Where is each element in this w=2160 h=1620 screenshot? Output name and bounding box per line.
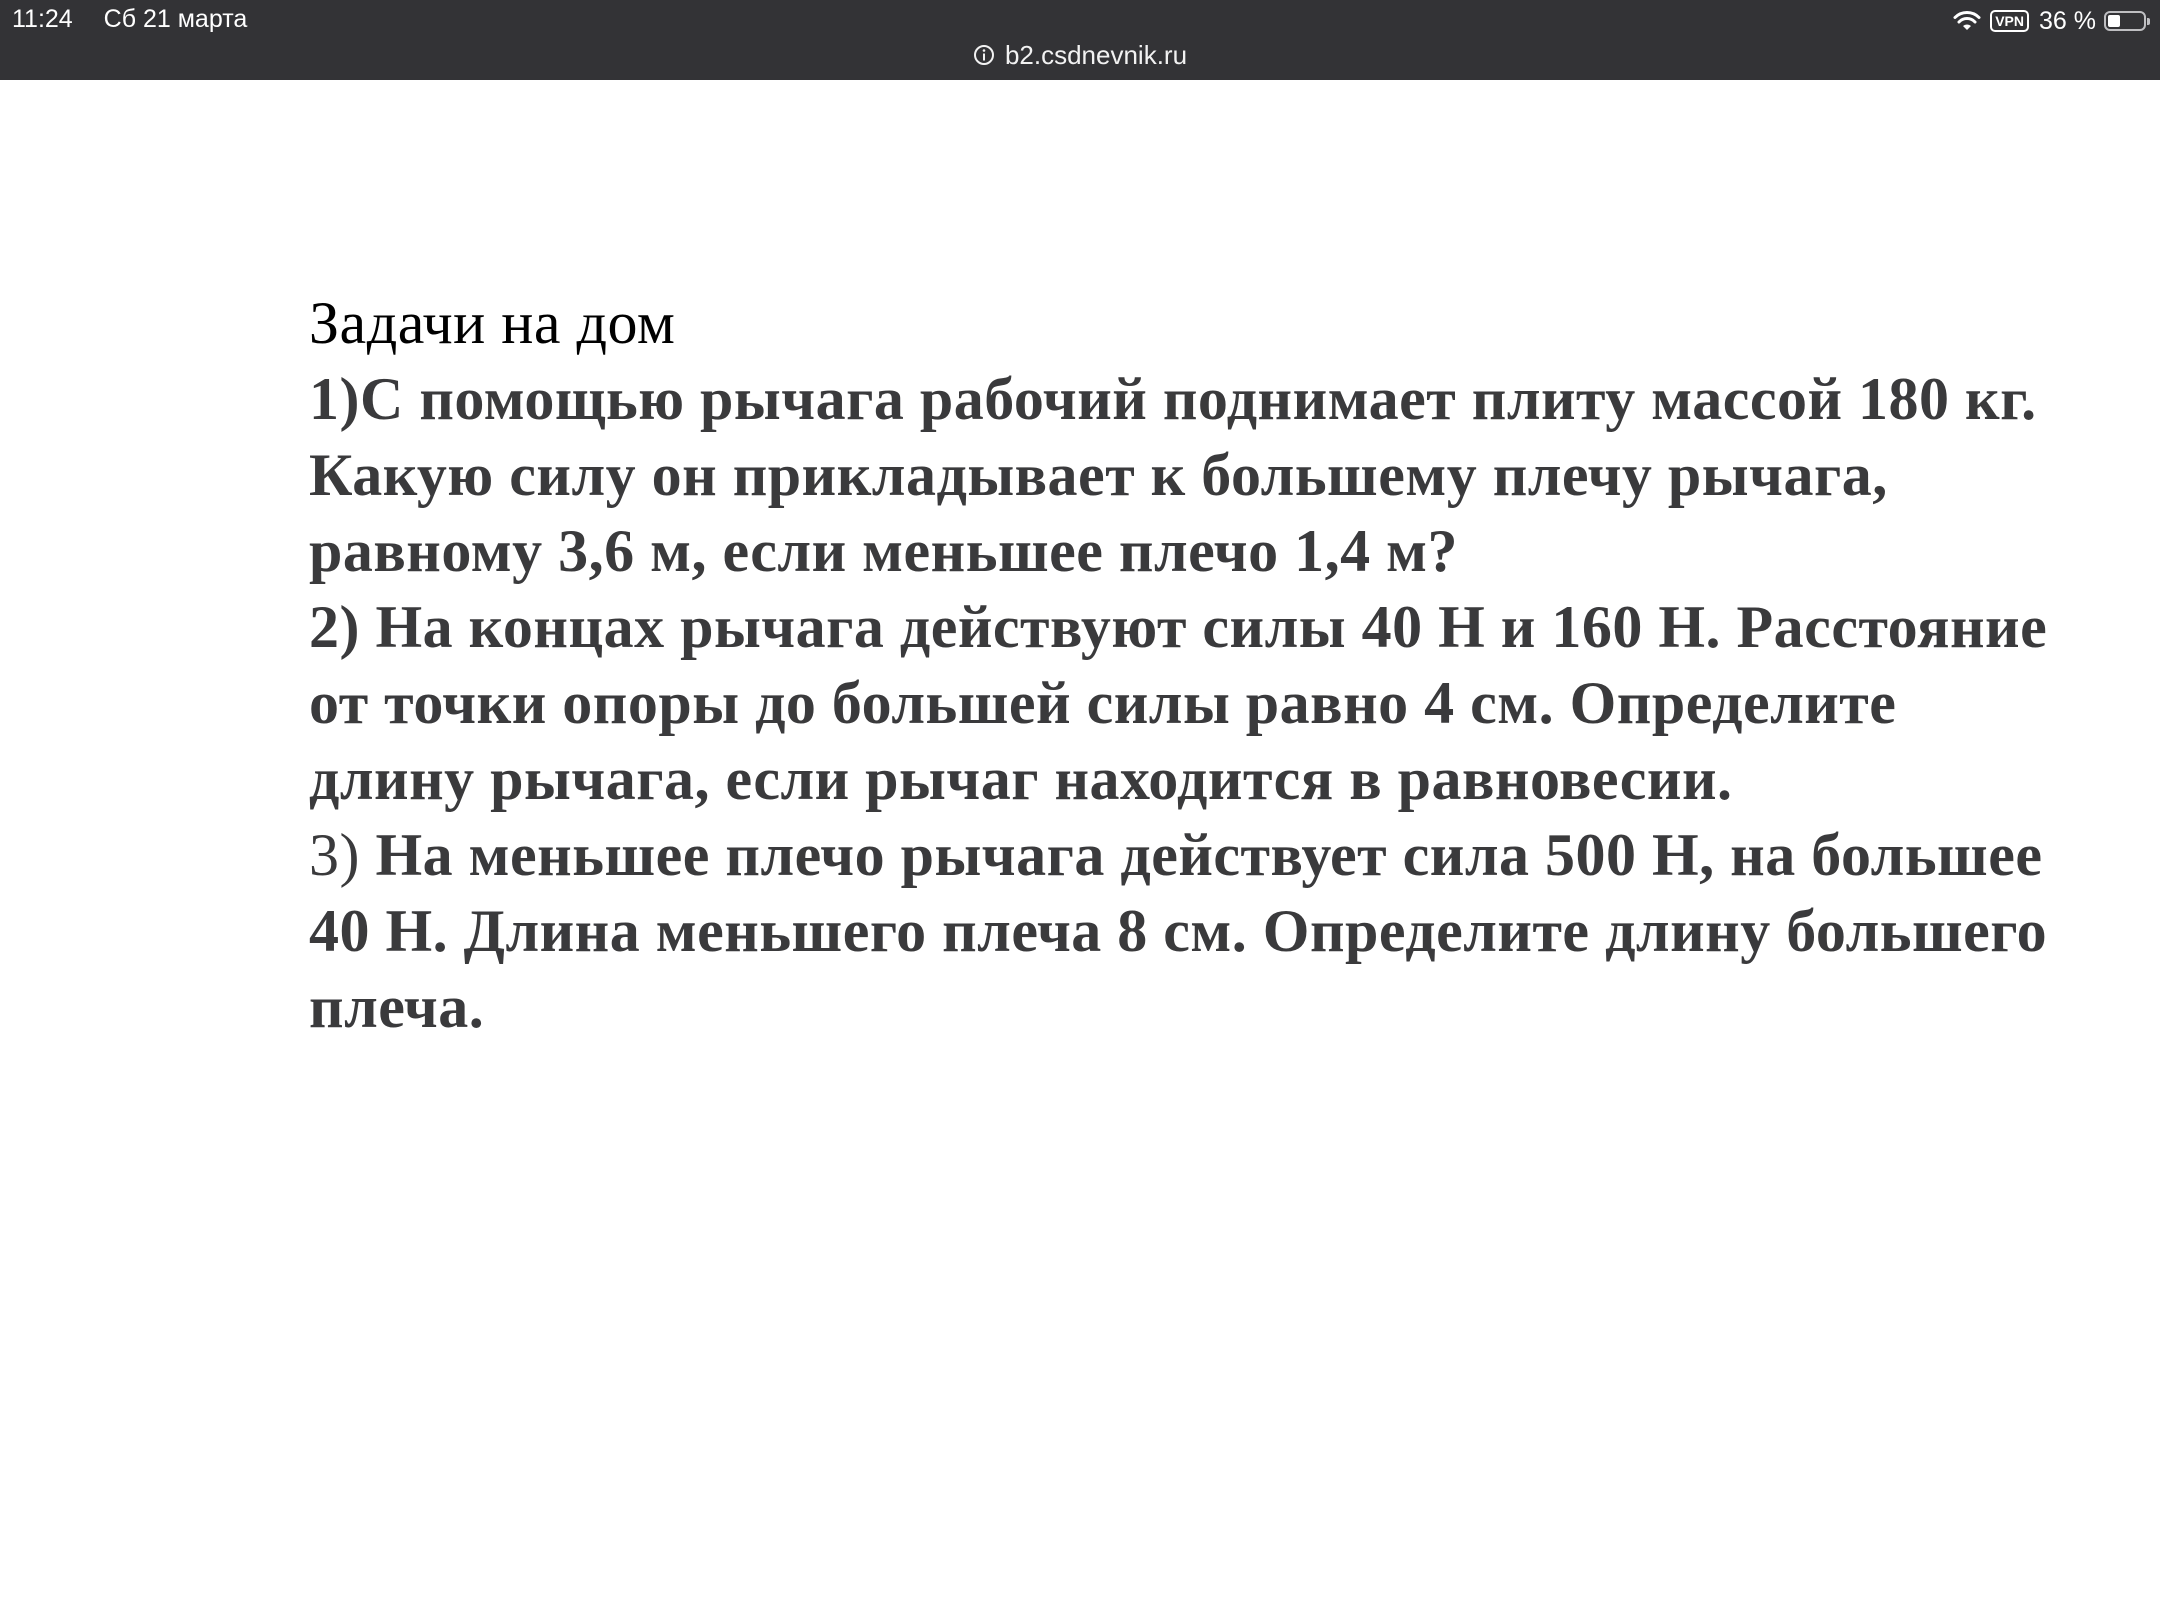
battery-percent: 36 % bbox=[2039, 6, 2096, 35]
task-number: 2) bbox=[309, 594, 360, 660]
battery-icon bbox=[2104, 11, 2146, 31]
wifi-icon bbox=[1952, 10, 1982, 32]
url-text[interactable]: b2.csdnevnik.ru bbox=[1004, 39, 1188, 70]
status-right bbox=[1952, 5, 2146, 37]
battery-level-fill bbox=[2108, 15, 2120, 27]
task-item bbox=[309, 589, 2069, 817]
task-item bbox=[309, 361, 2069, 589]
task-text: На меньшее плечо рычага действует сила 500 Н, на большее 40 Н. Длина меньшего плеча 8 см. Определите длину большего плеча. bbox=[309, 822, 2048, 1040]
task-text: С помощью рычага рабочий поднимает плиту массой 180 кг. Какую силу он прикладывает к большему плечу рычага, равному 3,6 м, если меньшее плечо 1,4 м? bbox=[309, 366, 2037, 584]
document-text bbox=[309, 285, 2069, 1045]
task-number: 1) bbox=[309, 366, 360, 432]
page-content bbox=[0, 80, 2160, 1620]
task-number: 3) bbox=[309, 822, 360, 888]
info-icon[interactable] bbox=[973, 44, 995, 66]
status-bar bbox=[0, 0, 2160, 80]
task-item bbox=[309, 817, 2069, 1045]
document-heading: Задачи на дом bbox=[309, 290, 676, 356]
task-text: На концах рычага действуют силы 40 Н и 160 Н. Расстояние от точки опоры до большей силы равно 4 см. Определите длину рычага, если рычаг находится в равновесии. bbox=[309, 594, 2048, 812]
battery-cap bbox=[2147, 18, 2150, 25]
vpn-badge: VPN bbox=[1990, 10, 2029, 32]
status-date: Сб 21 марта bbox=[103, 5, 248, 33]
status-time: 11:24 bbox=[12, 5, 73, 33]
address-bar[interactable] bbox=[0, 38, 2160, 72]
status-left bbox=[12, 5, 247, 34]
